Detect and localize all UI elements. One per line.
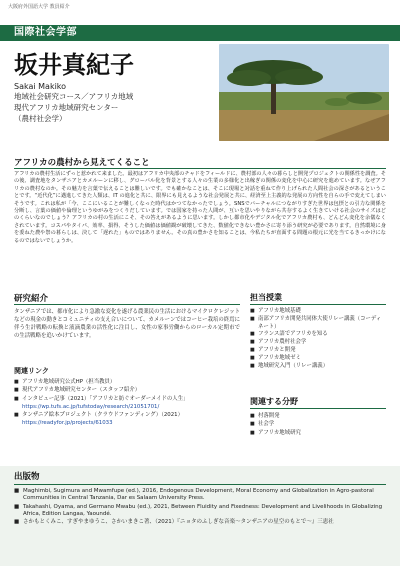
bullet-icon: ■ xyxy=(14,519,20,526)
affiliation-line-1: 地域社会研究コース／アフリカ地域 xyxy=(14,92,134,101)
class-item: ■ アフリカ地域基礎 xyxy=(250,308,301,314)
bullet-icon: ■ xyxy=(250,421,255,428)
class-item: ■ 南部アフリカ開発共同体大使リレー講義（コーディネート） xyxy=(250,315,382,330)
bullet-icon: ■ xyxy=(250,331,255,338)
fields-list xyxy=(250,412,386,437)
bullet-icon: ■ xyxy=(14,379,19,385)
bullet-icon: ■ xyxy=(250,354,255,361)
top-header: 大阪府外国語大学 教員紹介 xyxy=(8,4,70,10)
link-label[interactable]: インタビュー記事（2021）「アフリカと紡ぐオーダーメイドの人生」 xyxy=(22,395,189,402)
publication-item: ■ Maghimbi, Sugimura and Mwamfupe (ed.), 2016, Endogenous Development, Moral Economy and Globalization in Agro-pastoral Communities in Central Tanzania, Dar es Salaam University Press. xyxy=(14,488,374,502)
link-url-row[interactable] xyxy=(14,419,254,427)
research-title: 研究紹介 xyxy=(14,294,49,304)
link-item[interactable] xyxy=(14,411,254,419)
intro-divider xyxy=(14,168,386,169)
field-item: ■ 社会学 xyxy=(250,421,275,428)
fields-title: 関連する分野 xyxy=(250,397,298,406)
classes-title: 担当授業 xyxy=(250,293,282,302)
research-divider xyxy=(14,304,240,305)
link-item[interactable] xyxy=(14,386,254,394)
class-item: ■ アフリカ農村社会学 xyxy=(250,339,307,346)
link-url-row[interactable] xyxy=(14,403,254,411)
link-label[interactable]: 現代アフリカ地域研究センター（スタッフ紹介） xyxy=(22,387,141,394)
class-item: ■ フランス語でアフリカを知る xyxy=(250,331,328,338)
field-item: ■ 村落開発 xyxy=(250,413,280,419)
links-title: 関連リンク xyxy=(14,367,49,375)
publication-item: ■ さかもとくみこ、すぎやまゆうこ、さかいまきこ著、（2021）『ニョタのふしぎな音楽〜タンザニアの星空のもとで〜』三恵社 xyxy=(14,519,334,526)
publications-section xyxy=(14,470,386,526)
bullet-icon: ■ xyxy=(250,429,255,436)
intro-text: アフリカの農村生活にずっと惹かれて来ました。最初はアフリカ中央部のチャドをフィールドに、農村部の人々の暮らしと開発プロジェクトの関係性を調査。その後、調査地をタンザニアとカメルーンに移し、グローバル化を背景とする人々の生業の多様化と出稼ぎの関係の変化を中心に研究を進めています。なぜアフリカの農村なのか。その魅力を言葉で伝えることは難しいです。でも確かなことは、そこに現場と対話を重ねて作り上げられた人間社会の深さがあるということです。“近代化”に邁進してきた人類は、IT の進化と共に、限界にも見えるような社会発展と共に、経済至上主義的な発展の方向性を自らの手で変えてしまいそうです。これは私が「今、ここにいることが難しくなった時代はかつてなかったでしょう。SNSでバーチャルにつながりすぎた世界は包摂との引力な関係を分断し、言葉の価値や倫理というゆがみをつくりだしています。では国家を持った人間が、互いを思いやりながら共存するよく生きていける社会のサイズはどのくらいなのでしょう？アフリカの村の生活にこそ、その答えがあるように思います。しかし都市化やデジタル化でアフリカ農村も、どんどん変化を余儀なくされています。コスパやタイパ、効率、損得、そうした価値は価値観が破壊してきた、数値化できない豊かさに寄り添う研究が必要であります。自然環境に身を委ねた農や祭の暮らしは、決して「遅れた」ものではありません。その真の豊かさを知ることは、今私たちが直面する問題の根元に光を当てるきっかけになるのではないでしょうか。 xyxy=(14,171,386,244)
publications-title: 出版物 xyxy=(14,472,40,482)
link-label[interactable]: タンザニア絵本プロジェクト（クラウドファンディング）（2021） xyxy=(22,412,183,419)
bullet-icon: ■ xyxy=(250,339,255,346)
bullet-icon: ■ xyxy=(250,308,255,314)
bullet-icon: ■ xyxy=(14,503,20,510)
bullet-icon: ■ xyxy=(14,488,20,494)
name-block xyxy=(14,44,218,154)
affiliation-line-2: 現代アフリカ地域研究センター xyxy=(14,103,119,112)
link-label[interactable]: アフリカ地域研究公式HP（担当教員） xyxy=(22,379,116,385)
affiliation-line-3: （農村社会学） xyxy=(14,114,67,123)
classes-divider xyxy=(250,304,386,305)
field-item: ■ アフリカ地域研究 xyxy=(250,429,301,436)
link-item[interactable] xyxy=(14,395,254,403)
fields-divider xyxy=(250,408,386,409)
publication-item: ■ Takahashi, Oyama, and Germano Mwabu (ed.), 2021, Between Fluidity and Fixedness: Development and Livelihoods in Globalizing Africa, Edition Langaa, Yaoundé. xyxy=(14,503,383,517)
link-item[interactable] xyxy=(14,378,254,386)
bullet-icon: ■ xyxy=(250,315,255,322)
intro-title: アフリカの農村から見えてくること xyxy=(14,158,150,168)
class-item: ■ アフリカ地域ゼミ xyxy=(250,354,301,361)
landscape-photo xyxy=(219,44,389,141)
link-url[interactable]: https://readyfor.jp/projects/61033 xyxy=(22,420,113,427)
class-item: ■ 地域研究入門（リレー講義） xyxy=(250,362,329,369)
bullet-icon: ■ xyxy=(250,362,255,369)
class-item: ■ アフリカと開発 xyxy=(250,346,296,353)
classes-list xyxy=(250,308,386,370)
name-japanese: 坂井真紀子 xyxy=(14,50,134,79)
bullet-icon: ■ xyxy=(14,412,19,419)
bullet-icon: ■ xyxy=(250,346,255,353)
name-english: Sakai Makiko xyxy=(14,82,67,91)
links-list xyxy=(14,378,254,428)
research-text: タンザニアでは、都市化により急激な変化を遂げる農業民の生活におけるマイクロクレジットなどの現金の動きとコミュニティの支え合いについて、カメルーンではコーヒー栽培の終焉に伴う生計戦略の転換と液滴農業の活性化に注目し、女性の家事労働からのローカル定期市での生活戦略を追いかけています。 xyxy=(14,309,241,339)
bullet-icon: ■ xyxy=(14,395,19,402)
department-label: 国際社会学部 xyxy=(14,27,77,38)
bullet-icon: ■ xyxy=(14,387,19,394)
publications-divider xyxy=(14,484,386,485)
bullet-icon: ■ xyxy=(250,413,255,419)
link-url[interactable]: https://wp.tufs.ac.jp/tufstoday/research/21051701/ xyxy=(22,403,160,410)
